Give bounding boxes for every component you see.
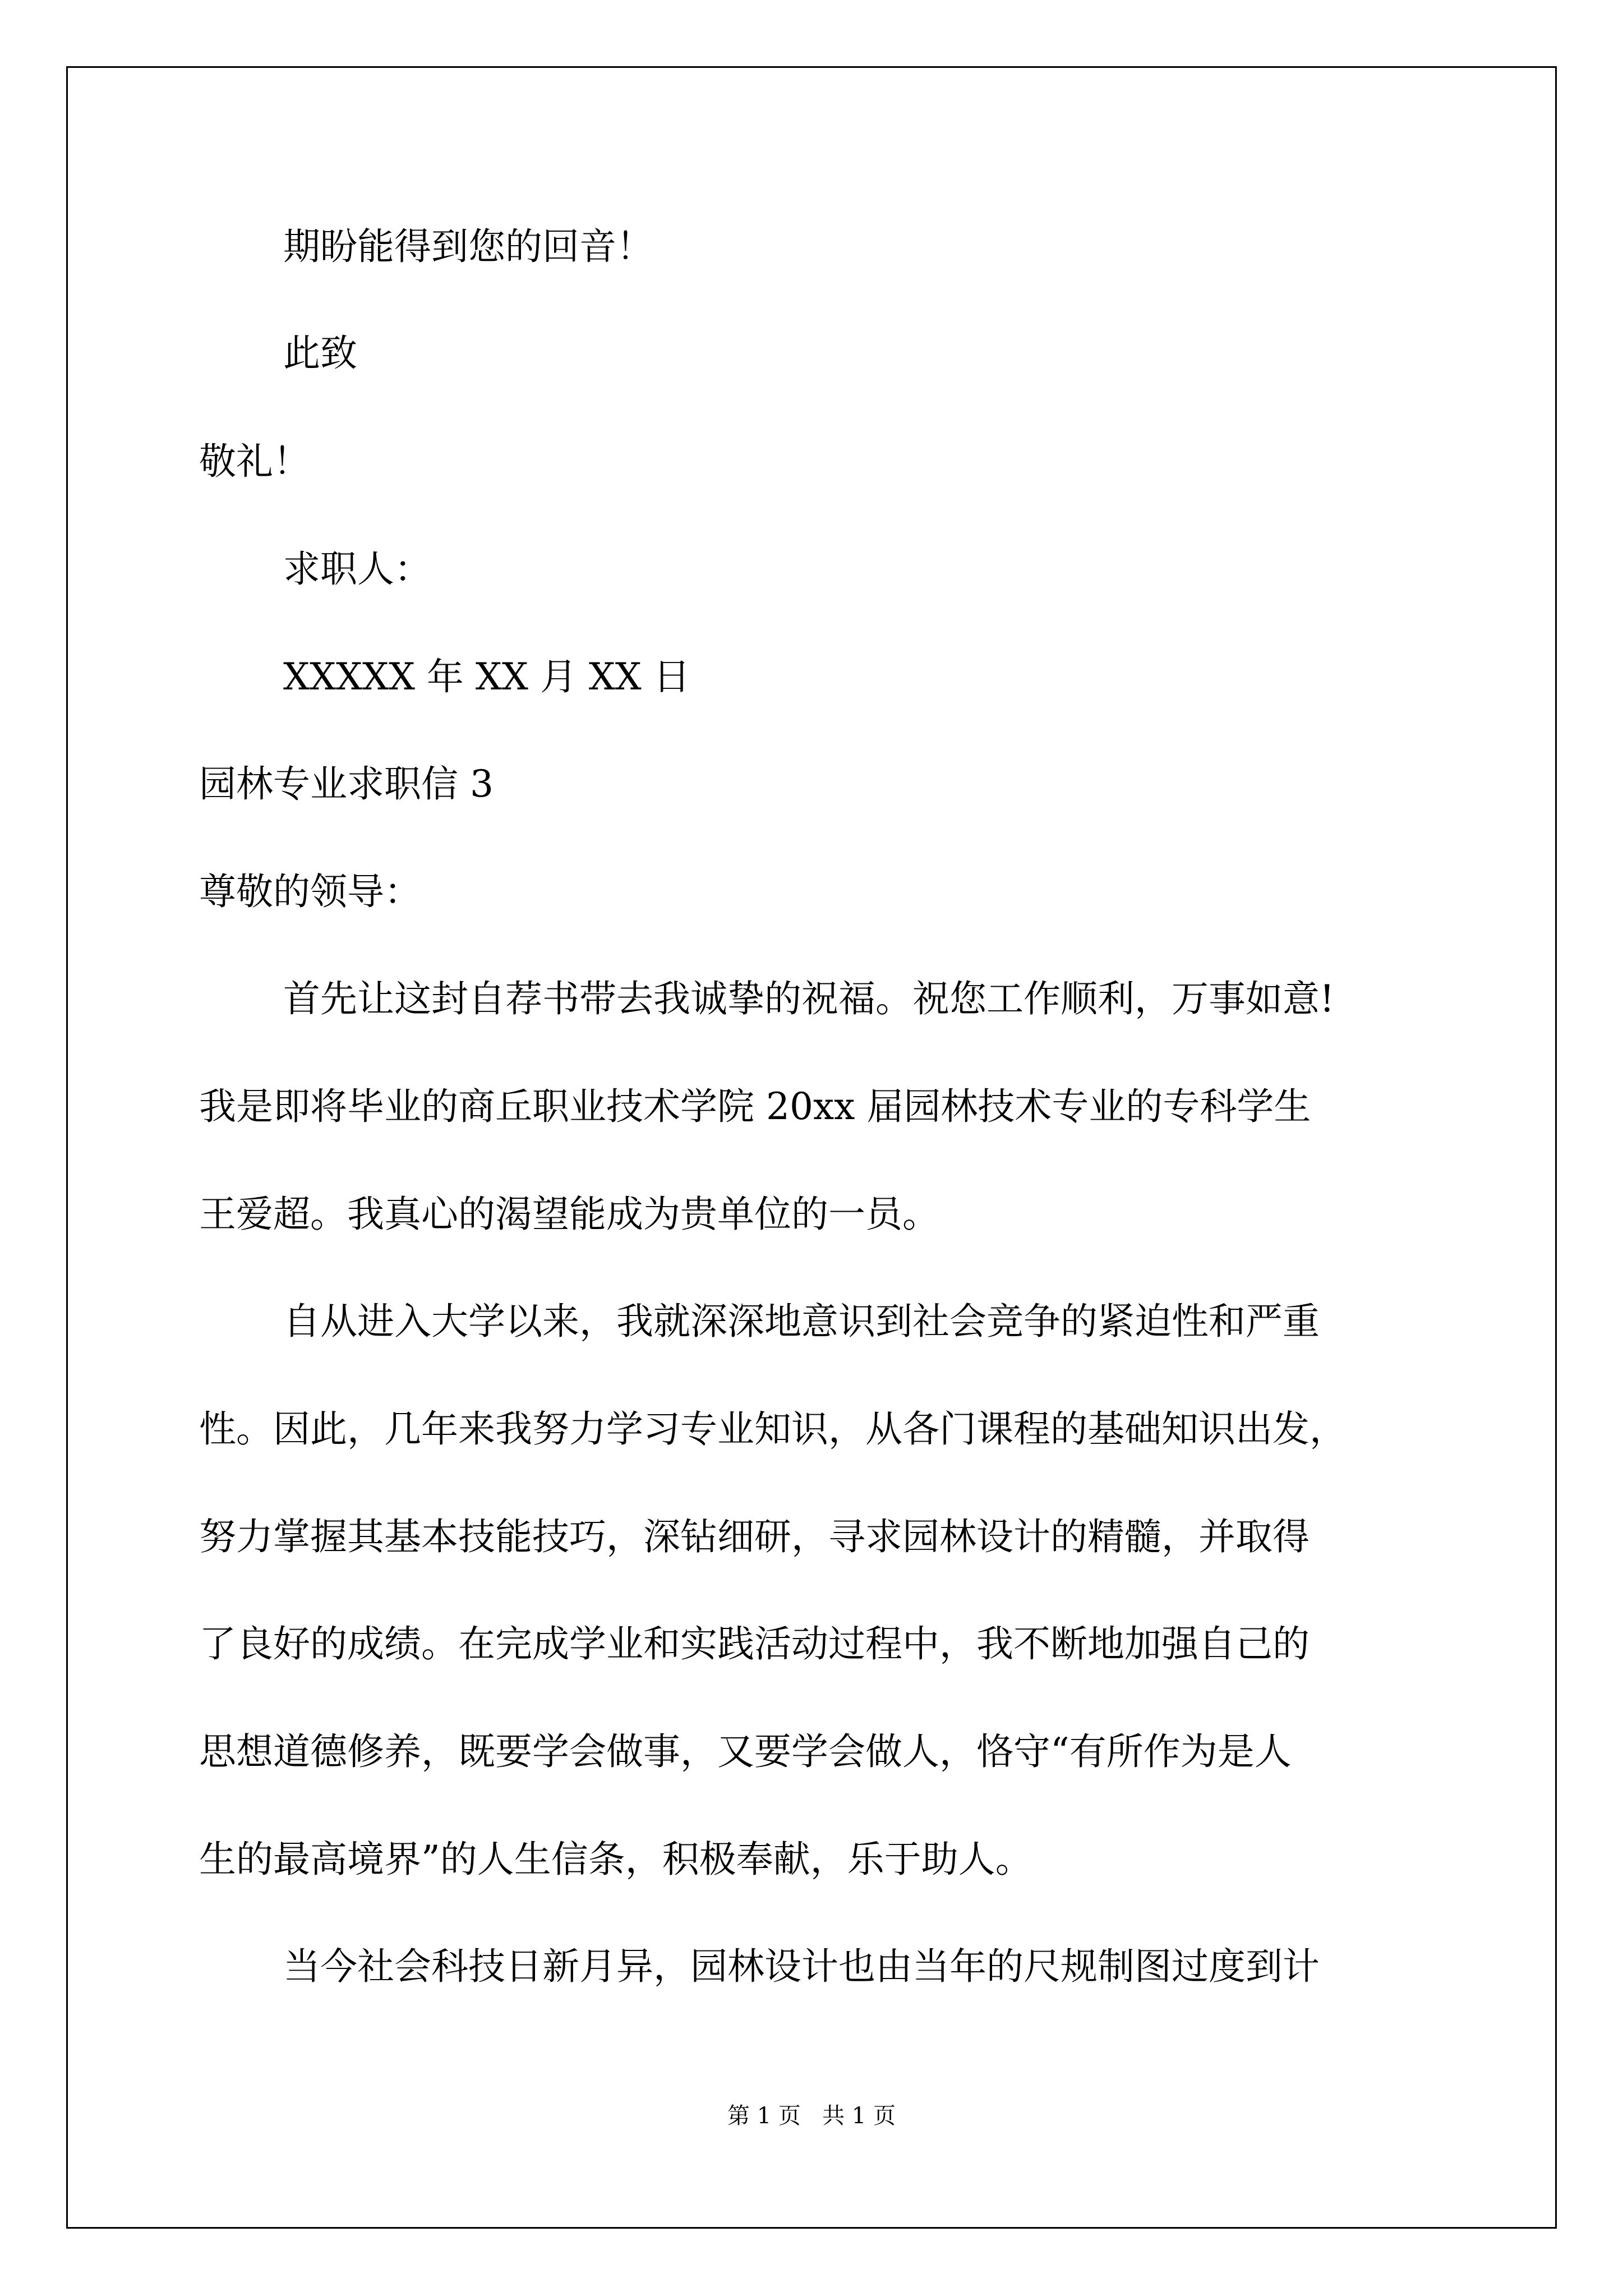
salutation-closing: 此致 <box>283 332 357 375</box>
paragraph-line: 自从进入大学以来，我就深深地意识到社会竞争的紧迫性和严重 <box>283 1300 1320 1343</box>
regards-line: 敬礼！ <box>199 440 310 483</box>
paragraph-line: 努力掌握其基本技能技巧，深钻细研，寻求园林设计的精髓，并取得 <box>199 1515 1310 1558</box>
greeting-line: 尊敬的领导： <box>199 870 421 913</box>
paragraph-line: 了良好的成绩。在完成学业和实践活动过程中，我不断地加强自己的 <box>199 1622 1310 1665</box>
page-footer: 第 1 页 共 1 页 <box>727 2103 896 2129</box>
paragraph-line: 性。因此，几年来我努力学习专业知识，从各门课程的基础知识出发， <box>199 1407 1347 1451</box>
date-line: XXXXX 年 XX 月 XX 日 <box>283 655 690 698</box>
paragraph-line: 我是即将毕业的商丘职业技术学院 20xx 届园林技术专业的专科学生 <box>199 1085 1311 1128</box>
applicant-label: 求职人： <box>283 547 431 591</box>
paragraph-line: 当今社会科技日新月异，园林设计也由当年的尺规制图过度到计 <box>283 1945 1320 1988</box>
section-title: 园林专业求职信 3 <box>199 762 494 806</box>
paragraph-line: 王爱超。我真心的渴望能成为贵单位的一员。 <box>199 1193 939 1236</box>
page-border <box>66 66 1557 2229</box>
closing-line: 期盼能得到您的回音！ <box>283 225 653 268</box>
paragraph-line: 思想道德修养，既要学会做事，又要学会做人，恪守“有所作为是人 <box>199 1730 1292 1773</box>
paragraph-line: 生的最高境界”的人生信条，积极奉献，乐于助人。 <box>199 1838 1032 1881</box>
paragraph-line: 首先让这封自荐书带去我诚挚的祝福。祝您工作顺利，万事如意! <box>283 977 1335 1020</box>
